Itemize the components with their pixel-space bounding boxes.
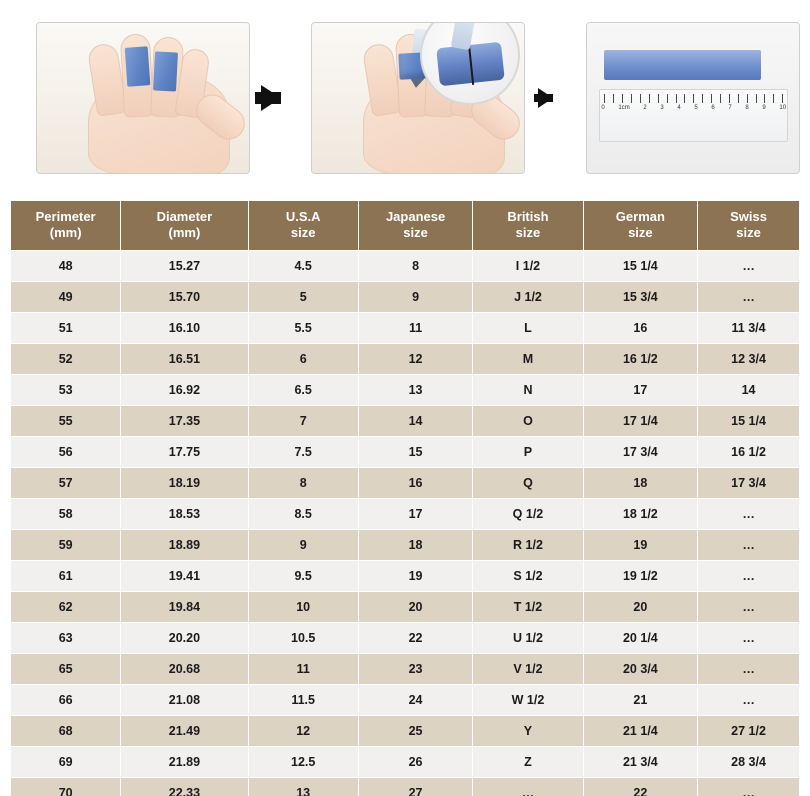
table-cell: 11.5 [248, 684, 358, 715]
table-row [11, 250, 800, 281]
table-cell: 10.5 [248, 622, 358, 653]
column-header-swiss [698, 201, 800, 251]
table-cell: 15.70 [121, 281, 248, 312]
table-cell: 26 [358, 746, 473, 777]
table-cell: 22 [358, 622, 473, 653]
ruler-number: 1cm [618, 105, 630, 111]
ruler-number: 9 [762, 105, 766, 111]
step-3-photo [586, 22, 800, 174]
header-line-2: size [736, 225, 761, 241]
header-line-1: U.S.A [285, 209, 321, 224]
paper-strip-left [125, 46, 151, 87]
table-row [11, 746, 800, 777]
table-body [11, 250, 800, 796]
ruler-number: 10 [779, 105, 787, 111]
table-cell: 13 [248, 777, 358, 796]
table-cell: 25 [358, 715, 473, 746]
table-cell: I 1/2 [473, 250, 583, 281]
table-cell: 20 [583, 591, 698, 622]
table-cell: 66 [11, 684, 121, 715]
table-cell: 17 3/4 [698, 467, 800, 498]
column-header-japanese [358, 201, 473, 251]
column-header-perimeter [11, 201, 121, 251]
table-header-row [11, 201, 800, 251]
step-2-photo [311, 22, 525, 174]
table-cell: 68 [11, 715, 121, 746]
table-cell: 17.35 [121, 405, 248, 436]
table-cell: Z [473, 746, 583, 777]
table-cell: 16.51 [121, 343, 248, 374]
table-cell: S 1/2 [473, 560, 583, 591]
table-cell: 18 [583, 467, 698, 498]
ruler-number: 5 [694, 105, 698, 111]
table-cell: 12 [358, 343, 473, 374]
table-cell: 22 [583, 777, 698, 796]
column-header-usa [248, 201, 358, 251]
table-cell: 11 [248, 653, 358, 684]
table-cell: 49 [11, 281, 121, 312]
table-cell: 20 [358, 591, 473, 622]
table-row [11, 777, 800, 796]
arrow-right-icon [538, 88, 553, 108]
table-cell: 19.84 [121, 591, 248, 622]
header-line-1: Perimeter [35, 209, 96, 224]
table-cell: 18 1/2 [583, 498, 698, 529]
table-cell: … [698, 653, 800, 684]
table-cell: 12 3/4 [698, 343, 800, 374]
ring-size-table [10, 200, 800, 796]
ruler [599, 89, 788, 142]
table-cell: 28 3/4 [698, 746, 800, 777]
table-cell: 19.41 [121, 560, 248, 591]
column-header-british [473, 201, 583, 251]
ruler-number: 6 [711, 105, 715, 111]
table-cell: 65 [11, 653, 121, 684]
table-row [11, 560, 800, 591]
table-row [11, 281, 800, 312]
paper-strip-right [153, 51, 178, 91]
table-cell: W 1/2 [473, 684, 583, 715]
header-line-2: (mm) [49, 225, 82, 241]
table-cell: 7.5 [248, 436, 358, 467]
table-cell: 19 1/2 [583, 560, 698, 591]
table-header [11, 201, 800, 251]
table-cell: 58 [11, 498, 121, 529]
table-cell: V 1/2 [473, 653, 583, 684]
table-cell: U 1/2 [473, 622, 583, 653]
table-cell: 8 [248, 467, 358, 498]
table-cell: … [698, 281, 800, 312]
arrow-step1-to-step2 [250, 22, 291, 174]
table-cell: Q [473, 467, 583, 498]
table-cell: M [473, 343, 583, 374]
table-cell: 7 [248, 405, 358, 436]
table-cell: P [473, 436, 583, 467]
table-cell: 61 [11, 560, 121, 591]
table-row [11, 622, 800, 653]
header-line-1: Swiss [730, 209, 767, 224]
table-cell: Y [473, 715, 583, 746]
ruler-number: 2 [643, 105, 647, 111]
table-cell: L [473, 312, 583, 343]
table-cell: N [473, 374, 583, 405]
table-cell: 20 1/4 [583, 622, 698, 653]
table-cell: 18.19 [121, 467, 248, 498]
table-row [11, 405, 800, 436]
table-cell: 17 1/4 [583, 405, 698, 436]
table-cell: 70 [11, 777, 121, 796]
table-cell: … [698, 250, 800, 281]
table-cell: 17.75 [121, 436, 248, 467]
ruler-numbers [600, 105, 787, 111]
table-cell: 16 [583, 312, 698, 343]
column-header-diameter [121, 201, 248, 251]
table-cell: 14 [698, 374, 800, 405]
table-cell: 15 3/4 [583, 281, 698, 312]
table-cell: 17 [358, 498, 473, 529]
table-cell: T 1/2 [473, 591, 583, 622]
table-cell: 22.33 [121, 777, 248, 796]
ruler-number: 7 [728, 105, 732, 111]
table-cell: 16 1/2 [698, 436, 800, 467]
table-cell: 48 [11, 250, 121, 281]
table-cell: 12.5 [248, 746, 358, 777]
table-cell: 6.5 [248, 374, 358, 405]
table-cell: 20.20 [121, 622, 248, 653]
table-cell: 63 [11, 622, 121, 653]
table-cell: 19 [583, 529, 698, 560]
table-cell: 55 [11, 405, 121, 436]
ruler-number: 8 [745, 105, 749, 111]
arrow-step2-to-step3 [525, 22, 566, 174]
ruler-number: 4 [677, 105, 681, 111]
table-cell: 16.10 [121, 312, 248, 343]
table-cell: 8 [358, 250, 473, 281]
table-cell: 9 [358, 281, 473, 312]
table-cell: … [698, 777, 800, 796]
header-line-1: Japanese [385, 209, 446, 224]
table-cell: 10 [248, 591, 358, 622]
table-cell: 5 [248, 281, 358, 312]
table-row [11, 498, 800, 529]
table-cell: 21 [583, 684, 698, 715]
table-cell: 21 1/4 [583, 715, 698, 746]
table-cell: 69 [11, 746, 121, 777]
table-row [11, 529, 800, 560]
table-row [11, 312, 800, 343]
table-cell: 21.08 [121, 684, 248, 715]
table-cell: 24 [358, 684, 473, 715]
table-cell: 52 [11, 343, 121, 374]
table-cell: 18 [358, 529, 473, 560]
table-row [11, 684, 800, 715]
header-line-2: size [290, 225, 316, 241]
table-cell: 15 1/4 [583, 250, 698, 281]
table-cell: 27 [358, 777, 473, 796]
table-cell: 15.27 [121, 250, 248, 281]
instruction-photo-strip [0, 0, 810, 200]
table-cell: 17 3/4 [583, 436, 698, 467]
ruler-number: 0 [601, 105, 605, 111]
table-row [11, 343, 800, 374]
table-row [11, 467, 800, 498]
table-cell: 16.92 [121, 374, 248, 405]
table-cell: 15 1/4 [698, 405, 800, 436]
table-cell: 16 [358, 467, 473, 498]
table-cell: J 1/2 [473, 281, 583, 312]
table-cell: 18.53 [121, 498, 248, 529]
table-cell: … [698, 560, 800, 591]
table-cell: 12 [248, 715, 358, 746]
table-cell: 23 [358, 653, 473, 684]
header-line-1: Diameter [156, 209, 213, 224]
table-cell: … [698, 498, 800, 529]
table-cell: 6 [248, 343, 358, 374]
table-cell: 17 [583, 374, 698, 405]
table-cell: Q 1/2 [473, 498, 583, 529]
table-row [11, 436, 800, 467]
table-cell: 57 [11, 467, 121, 498]
header-line-2: size [628, 225, 653, 241]
table-cell: 56 [11, 436, 121, 467]
column-header-german [583, 201, 698, 251]
table-cell: … [473, 777, 583, 796]
paper-strip-flat [604, 50, 761, 80]
table-cell: 21.89 [121, 746, 248, 777]
table-row [11, 715, 800, 746]
table-cell: 18.89 [121, 529, 248, 560]
header-line-1: German [615, 209, 665, 224]
table-cell: … [698, 622, 800, 653]
header-line-1: British [507, 209, 549, 224]
table-cell: 62 [11, 591, 121, 622]
table-cell: 4.5 [248, 250, 358, 281]
table-cell: R 1/2 [473, 529, 583, 560]
table-cell: 5.5 [248, 312, 358, 343]
header-line-2: (mm) [168, 225, 201, 241]
table-cell: 16 1/2 [583, 343, 698, 374]
step-1-photo [36, 22, 250, 174]
table-cell: 27 1/2 [698, 715, 800, 746]
ruler-number: 3 [660, 105, 664, 111]
table-cell: 21.49 [121, 715, 248, 746]
table-cell: 53 [11, 374, 121, 405]
table-row [11, 591, 800, 622]
table-cell: 8.5 [248, 498, 358, 529]
table-cell: 20 3/4 [583, 653, 698, 684]
table-cell: … [698, 529, 800, 560]
table-cell: 21 3/4 [583, 746, 698, 777]
table-cell: … [698, 684, 800, 715]
table-cell: … [698, 591, 800, 622]
table-cell: 9.5 [248, 560, 358, 591]
table-cell: 11 [358, 312, 473, 343]
table-cell: 15 [358, 436, 473, 467]
table-row [11, 374, 800, 405]
table-cell: 19 [358, 560, 473, 591]
table-row [11, 653, 800, 684]
table-cell: 14 [358, 405, 473, 436]
table-cell: 20.68 [121, 653, 248, 684]
table-cell: 59 [11, 529, 121, 560]
header-line-2: size [515, 225, 541, 241]
arrow-right-icon [261, 85, 281, 111]
table-cell: 51 [11, 312, 121, 343]
table-cell: 11 3/4 [698, 312, 800, 343]
table-cell: O [473, 405, 583, 436]
table-cell: 9 [248, 529, 358, 560]
header-line-2: size [403, 225, 428, 241]
table-cell: 13 [358, 374, 473, 405]
